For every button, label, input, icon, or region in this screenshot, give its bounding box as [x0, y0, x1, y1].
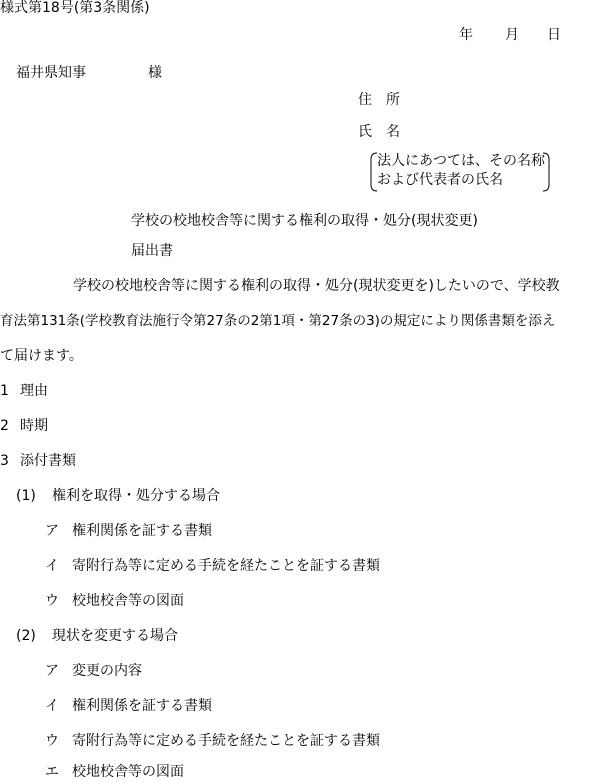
addressee-name: 福井県知事 [16, 65, 86, 81]
sub2-label: 現状を変更する場合 [52, 628, 178, 644]
sub2-entry-text: 権利関係を証する書類 [72, 698, 212, 714]
name-label: 氏 名 [358, 124, 400, 140]
body-line1: 学校の校地校舎等に関する権利の取得・処分(現状変更を)したいので、学校教 [73, 278, 560, 294]
corporation-note-line2: および代表者の氏名 [377, 172, 503, 188]
sub2-entry-mark: ウ [45, 733, 59, 749]
form-number: 様式第18号(第3条関係) [0, 0, 150, 16]
date-day-label: 日 [547, 27, 561, 43]
corporation-note-line1: 法人にあつては、その名称 [377, 153, 545, 169]
item-3-label: 添付書類 [20, 453, 76, 469]
address-label: 住 所 [358, 92, 400, 108]
item-1-number: 1 [0, 383, 9, 399]
date-month-label: 月 [505, 27, 519, 43]
addressee-honorific: 様 [148, 65, 162, 81]
sub1-label: 権利を取得・処分する場合 [52, 488, 220, 504]
sub2-number: (2) [16, 628, 36, 644]
date-year-label: 年 [459, 27, 473, 43]
item-2-number: 2 [0, 418, 9, 434]
sub1-entry-text: 寄附行為等に定める手続を経たことを証する書類 [72, 558, 380, 574]
document-title-line1: 学校の校地校舎等に関する権利の取得・処分(現状変更) [131, 213, 478, 229]
sub1-entry-text: 校地校舎等の図面 [72, 593, 184, 609]
sub2-entry-text: 校地校舎等の図面 [72, 764, 184, 780]
item-1-label: 理由 [20, 383, 48, 399]
sub1-entry-mark: ア [45, 523, 59, 539]
document-title-line2: 届出書 [131, 243, 173, 259]
sub1-entry-mark: イ [45, 558, 59, 574]
body-line3: て届けます。 [0, 348, 83, 364]
item-2-label: 時期 [20, 418, 48, 434]
item-3-number: 3 [0, 453, 9, 469]
sub2-entry-mark: ア [45, 663, 59, 679]
sub2-entry-text: 寄附行為等に定める手続を経たことを証する書類 [72, 733, 380, 749]
corporation-note [369, 152, 551, 192]
sub2-entry-mark: イ [45, 698, 59, 714]
sub2-entry-text: 変更の内容 [72, 663, 142, 679]
sub1-entry-text: 権利関係を証する書類 [72, 523, 212, 539]
sub2-entry-mark: エ [45, 764, 59, 780]
sub1-number: (1) [16, 488, 36, 504]
sub1-entry-mark: ウ [45, 593, 59, 609]
body-line2: 育法第131条(学校教育法施行令第27条の2第1項・第27条の3)の規定により関係書類を添え [0, 313, 556, 329]
